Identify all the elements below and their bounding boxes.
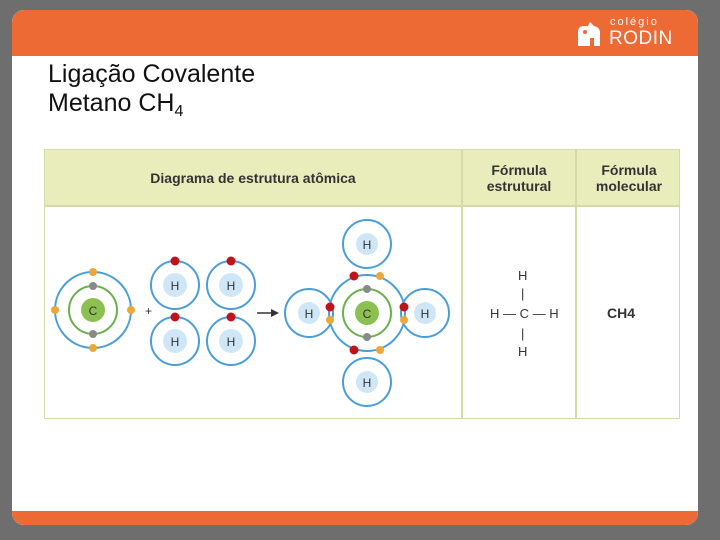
plus-sign: + (145, 304, 153, 318)
methane-h-top: H (362, 238, 372, 252)
header-structural (463, 150, 575, 205)
title-line-1: Ligação Covalente (48, 60, 256, 88)
carbon-atom-left (51, 268, 135, 352)
methane-table (44, 149, 680, 419)
struct-h-bottom: H (518, 344, 528, 359)
title-line-2 (48, 89, 255, 126)
table-header (45, 150, 679, 207)
header-molecular (577, 150, 681, 205)
header-structural-l1: Fórmula (491, 161, 547, 178)
structural-formula (480, 260, 570, 370)
hydrogen-label: H (226, 279, 236, 293)
methane-h-bottom: H (362, 376, 372, 390)
logo-mark-icon (574, 20, 604, 50)
logo-big-text: RODIN (609, 28, 673, 49)
logo-small-text: colégio (610, 16, 659, 28)
page-title (48, 60, 255, 126)
column-divider-1 (461, 150, 463, 418)
struct-bond-bottom: | (521, 326, 525, 341)
carbon-label-right: C (362, 307, 372, 321)
footer-bar (12, 511, 698, 525)
header-molecular-l1: Fórmula (601, 161, 657, 178)
hydrogen-label: H (170, 335, 180, 349)
hydrogen-label: H (226, 335, 236, 349)
struct-bond-top: | (521, 286, 525, 301)
atomic-diagram (45, 207, 459, 418)
hydrogen-label: H (170, 279, 180, 293)
hydrogen-atom (207, 313, 255, 366)
header-structural-l2: estrutural (486, 177, 552, 194)
logo (574, 16, 684, 52)
carbon-label-left: C (88, 304, 98, 318)
hydrogen-atom (207, 257, 255, 310)
hydrogen-atom (151, 313, 199, 366)
hydrogen-atom (151, 257, 199, 310)
title-subscript: 4 (174, 103, 184, 120)
molecular-formula: CH4 (607, 305, 636, 321)
reaction-arrow-icon (257, 309, 279, 317)
column-divider-2 (575, 150, 577, 418)
header-bar (12, 10, 698, 56)
methane-molecule (285, 220, 449, 406)
struct-middle: H — C — H (490, 306, 559, 321)
header-molecular-l2: molecular (595, 177, 663, 194)
struct-h-top: H (518, 268, 528, 283)
title-formula: Metano CH (48, 89, 175, 117)
methane-h-left: H (304, 307, 314, 321)
methane-h-right: H (420, 307, 430, 321)
slide (12, 10, 698, 525)
header-diagram: Diagrama de estrutura atômica (150, 169, 356, 186)
hydrogen-atoms (151, 257, 255, 366)
